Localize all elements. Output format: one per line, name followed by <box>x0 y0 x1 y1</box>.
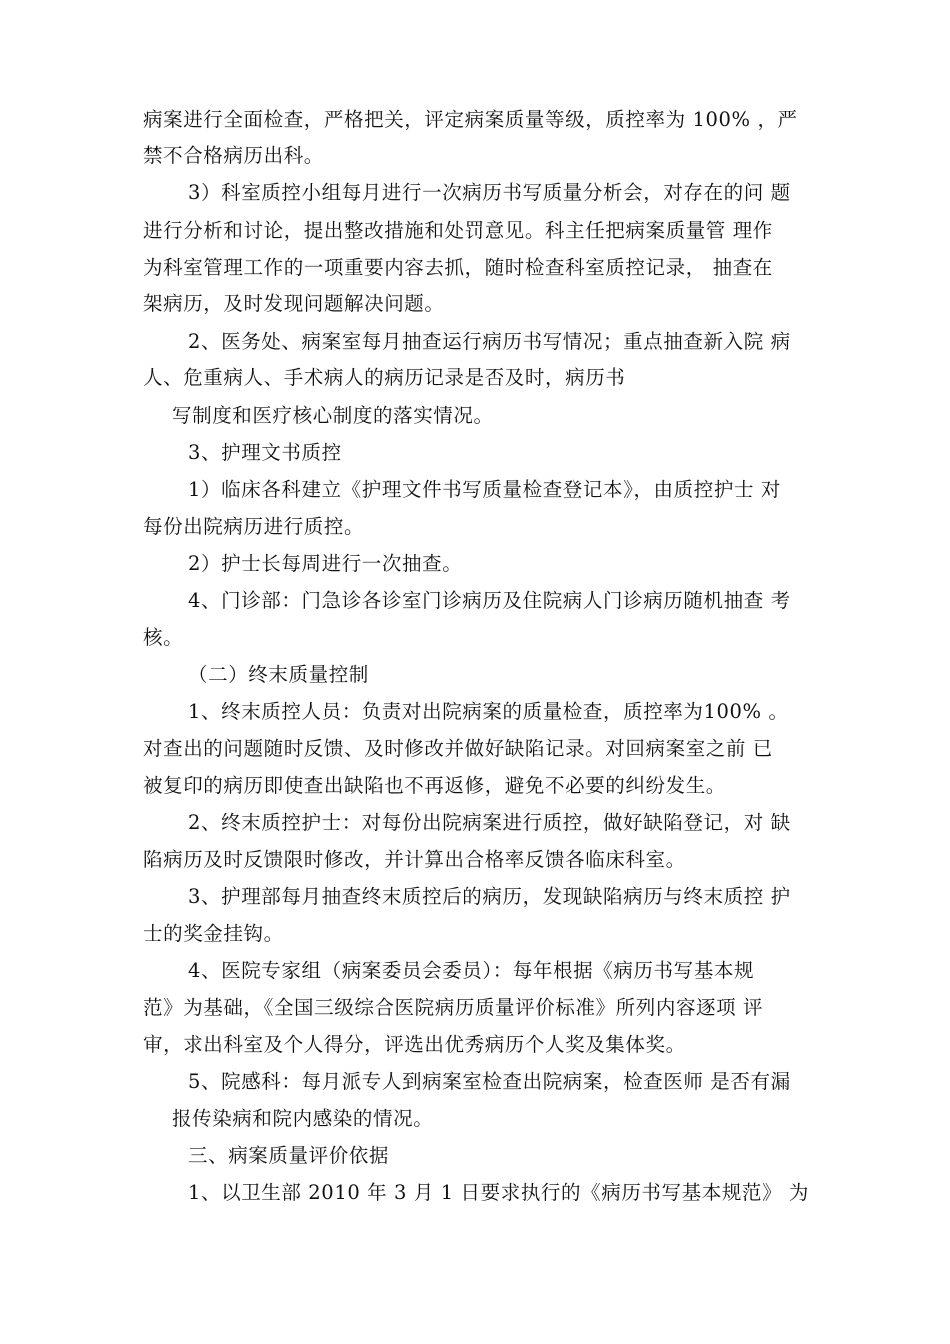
text-line: 写制度和医疗核心制度的落实情况。 <box>172 404 494 427</box>
text-line: 陷病历及时反馈限时修改，并计算出合格率反馈各临床科室。 <box>143 848 686 871</box>
text-line: 2）护士长每周进行一次抽查。 <box>188 552 463 575</box>
text-line: 对查出的问题随时反馈、及时修改并做好缺陷记录。对回病案室之前 已 <box>143 737 773 760</box>
text-line: 2、医务处、病案室每月抽查运行病历书写情况；重点抽查新入院 病 <box>188 330 791 353</box>
text-line: 禁不合格病历出科。 <box>143 144 324 167</box>
section-heading: 三、病案质量评价依据 <box>188 1144 390 1167</box>
text-line: 5、院感科：每月派专人到病案室检查出院病案，检查医师 是否有漏 <box>188 1070 791 1093</box>
text-line: 进行分析和讨论，提出整改措施和处罚意见。科主任把病案质量管 理作 <box>143 219 773 242</box>
text-line: 1）临床各科建立《护理文件书写质量检查登记本》，由质控护士 对 <box>188 478 781 501</box>
text-line: 核。 <box>143 626 184 649</box>
text-line: 每份出院病历进行质控。 <box>143 515 365 538</box>
text-line: 报传染病和院内感染的情况。 <box>172 1107 434 1130</box>
text-line: 被复印的病历即使查出缺陷也不再返修，避免不必要的纠纷发生。 <box>143 774 726 797</box>
text-line: 架病历，及时发现问题解决问题。 <box>143 292 445 315</box>
text-line: 范》为基础，《全国三级综合医院病历质量评价标准》所列内容逐项 评 <box>143 996 764 1019</box>
text-line: 3）科室质控小组每月进行一次病历书写质量分析会，对存在的问 题 <box>188 181 791 204</box>
text-line: 病案进行全面检查，严格把关，评定病案质量等级，质控率为 100% ，严 <box>143 108 798 131</box>
text-line: 1、以卫生部 2010 年 3 月 1 日要求执行的《病历书写基本规范》 为 <box>188 1181 810 1204</box>
text-line: 3、护理部每月抽查终末质控后的病历，发现缺陷病历与终末质控 护 <box>188 885 791 908</box>
text-line: 士的奖金挂钩。 <box>143 922 284 945</box>
text-line: 4、门诊部：门急诊各诊室门诊病历及住院病人门诊病历随机抽查 考 <box>188 589 791 612</box>
text-line: 2、终末质控护士：对每份出院病案进行质控，做好缺陷登记，对 缺 <box>188 811 791 834</box>
text-line: 3、护理文书质控 <box>188 441 342 464</box>
text-line: 4、医院专家组（病案委员会委员）：每年根据《病历书写基本规 <box>188 959 755 982</box>
text-line: 为科室管理工作的一项重要内容去抓，随时检查科室质控记录， 抽查在 <box>143 256 773 279</box>
text-line: 人、危重病人、手术病人的病历记录是否及时，病历书 <box>143 366 626 389</box>
section-heading: （二）终末质量控制 <box>188 663 369 686</box>
text-line: 审，求出科室及个人得分，评选出优秀病历个人奖及集体奖。 <box>143 1033 686 1056</box>
text-line: 1、终末质控人员：负责对出院病案的质量检查，质控率为100% 。 <box>188 700 789 723</box>
